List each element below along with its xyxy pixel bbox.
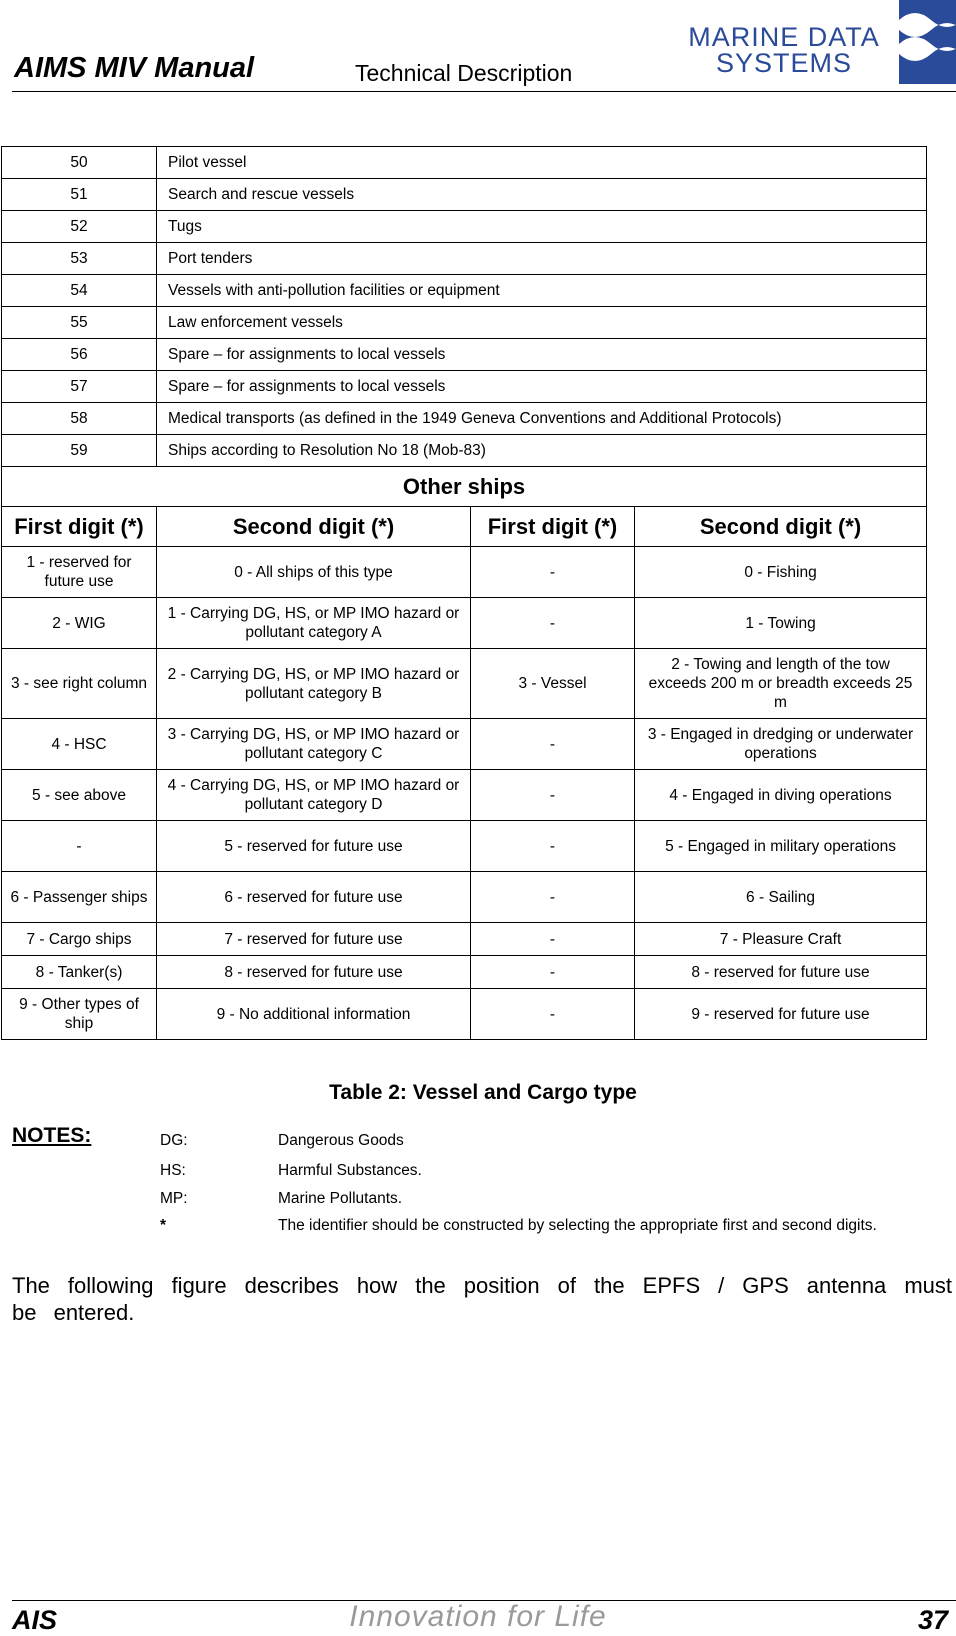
digit-cell: 9 - Other types of ship xyxy=(2,989,157,1040)
page-number: 37 xyxy=(917,1605,948,1635)
digit-cell: 5 - see above xyxy=(2,770,157,821)
digit-cell: - xyxy=(471,989,635,1040)
type-description-cell: Pilot vessel xyxy=(157,147,927,179)
table-row xyxy=(2,956,927,989)
table-row xyxy=(2,307,927,339)
type-code-cell: 56 xyxy=(2,339,157,371)
digit-cell: 5 - reserved for future use xyxy=(157,821,471,872)
digit-cell: - xyxy=(471,770,635,821)
type-description-cell: Search and rescue vessels xyxy=(157,179,927,211)
table-row xyxy=(2,275,927,307)
digit-cell: 9 - No additional information xyxy=(157,989,471,1040)
note-abbr: HS: xyxy=(160,1162,186,1179)
type-description-cell: Medical transports (as defined in the 1949 Geneva Conventions and Additional Protocols) xyxy=(157,403,927,435)
type-code-cell: 52 xyxy=(2,211,157,243)
table-row xyxy=(2,719,927,770)
type-description-cell: Ships according to Resolution No 18 (Mob-83) xyxy=(157,435,927,467)
notes-label: NOTES: xyxy=(12,1124,92,1147)
column-header-row xyxy=(2,507,927,547)
table-row xyxy=(2,989,927,1040)
logo-line-1: MARINE DATA xyxy=(688,22,880,52)
digit-cell: - xyxy=(2,821,157,872)
digit-cell: 6 - Sailing xyxy=(635,872,927,923)
digit-cell: - xyxy=(471,598,635,649)
digit-cell: - xyxy=(471,547,635,598)
digit-cell: 3 - Vessel xyxy=(471,649,635,719)
table-row xyxy=(2,339,927,371)
digit-cell: - xyxy=(471,719,635,770)
digit-cell: 8 - reserved for future use xyxy=(635,956,927,989)
digit-cell: 0 - Fishing xyxy=(635,547,927,598)
note-definition: Marine Pollutants. xyxy=(278,1190,403,1207)
digit-cell: 2 - WIG xyxy=(2,598,157,649)
note-definition: Dangerous Goods xyxy=(278,1132,404,1149)
digit-cell: 4 - Carrying DG, HS, or MP IMO hazard or pollutant category D xyxy=(157,770,471,821)
digit-cell: - xyxy=(471,956,635,989)
table-row xyxy=(2,371,927,403)
document-title: AIMS MIV Manual xyxy=(14,52,255,84)
type-code-cell: 53 xyxy=(2,243,157,275)
digit-cell: 6 - Passenger ships xyxy=(2,872,157,923)
table-row xyxy=(2,649,927,719)
footer-label: AIS xyxy=(12,1605,58,1635)
digit-cell: 2 - Towing and length of the tow exceeds 200 m or breadth exceeds 25 m xyxy=(635,649,927,719)
note-definition: The identifier should be constructed by selecting the appropriate first and second digits. xyxy=(278,1217,877,1234)
table-row xyxy=(2,598,927,649)
type-code-cell: 57 xyxy=(2,371,157,403)
column-header-cell: First digit (*) xyxy=(471,507,635,547)
type-code-cell: 54 xyxy=(2,275,157,307)
table-row xyxy=(2,403,927,435)
group-title-cell: Other ships xyxy=(2,467,927,507)
digit-cell: 4 - Engaged in diving operations xyxy=(635,770,927,821)
digit-cell: 0 - All ships of this type xyxy=(157,547,471,598)
column-header-cell: Second digit (*) xyxy=(635,507,927,547)
digit-cell: 9 - reserved for future use xyxy=(635,989,927,1040)
digit-cell: 2 - Carrying DG, HS, or MP IMO hazard or pollutant category B xyxy=(157,649,471,719)
type-description-cell: Law enforcement vessels xyxy=(157,307,927,339)
table-row xyxy=(2,872,927,923)
digit-cell: 3 - see right column xyxy=(2,649,157,719)
digit-cell: 7 - Cargo ships xyxy=(2,923,157,956)
type-description-cell: Port tenders xyxy=(157,243,927,275)
table-caption: Table 2: Vessel and Cargo type xyxy=(329,1081,637,1104)
digit-cell: 7 - Pleasure Craft xyxy=(635,923,927,956)
digit-cell: 7 - reserved for future use xyxy=(157,923,471,956)
table-row xyxy=(2,821,927,872)
page-header xyxy=(12,0,956,92)
table-row xyxy=(2,770,927,821)
column-header-cell: Second digit (*) xyxy=(157,507,471,547)
table-row xyxy=(2,147,927,179)
note-abbr: * xyxy=(160,1217,167,1234)
logo-line-2: SYSTEMS xyxy=(715,48,853,78)
type-code-cell: 51 xyxy=(2,179,157,211)
digit-cell: 1 - Towing xyxy=(635,598,927,649)
digit-cell: - xyxy=(471,821,635,872)
wave-logo-icon xyxy=(899,0,956,84)
digit-cell: - xyxy=(471,872,635,923)
body-paragraph: The following figure describes how the position of the EPFS / GPS antenna must be entered. xyxy=(12,1273,952,1325)
table-row xyxy=(2,211,927,243)
digit-cell: 5 - Engaged in military operations xyxy=(635,821,927,872)
table-row xyxy=(2,923,927,956)
digit-cell: 8 - Tanker(s) xyxy=(2,956,157,989)
type-description-cell: Tugs xyxy=(157,211,927,243)
column-header-cell: First digit (*) xyxy=(2,507,157,547)
type-description-cell: Vessels with anti-pollution facilities or equipment xyxy=(157,275,927,307)
digit-cell: 3 - Carrying DG, HS, or MP IMO hazard or pollutant category C xyxy=(157,719,471,770)
footer-slogan: Innovation for Life xyxy=(349,1600,607,1633)
type-description-cell: Spare – for assignments to local vessels xyxy=(157,371,927,403)
type-code-cell: 55 xyxy=(2,307,157,339)
digit-cell: 1 - Carrying DG, HS, or MP IMO hazard or pollutant category A xyxy=(157,598,471,649)
note-definition: Harmful Substances. xyxy=(278,1162,422,1179)
table-row xyxy=(2,547,927,598)
section-title: Technical Description xyxy=(355,60,573,86)
digit-cell: 6 - reserved for future use xyxy=(157,872,471,923)
vessel-cargo-table xyxy=(1,146,927,1040)
type-description-cell: Spare – for assignments to local vessels xyxy=(157,339,927,371)
note-abbr: MP: xyxy=(160,1190,188,1207)
table-row xyxy=(2,435,927,467)
type-code-cell: 50 xyxy=(2,147,157,179)
digit-cell: - xyxy=(471,923,635,956)
digit-cell: 4 - HSC xyxy=(2,719,157,770)
table-row xyxy=(2,179,927,211)
type-code-cell: 59 xyxy=(2,435,157,467)
header-divider xyxy=(12,91,956,92)
note-abbr: DG: xyxy=(160,1132,188,1149)
group-header-row xyxy=(2,467,927,507)
digit-cell: 8 - reserved for future use xyxy=(157,956,471,989)
type-code-cell: 58 xyxy=(2,403,157,435)
digit-cell: 3 - Engaged in dredging or underwater operations xyxy=(635,719,927,770)
company-logo-text xyxy=(674,24,894,76)
digit-cell: 1 - reserved for future use xyxy=(2,547,157,598)
table-row xyxy=(2,243,927,275)
